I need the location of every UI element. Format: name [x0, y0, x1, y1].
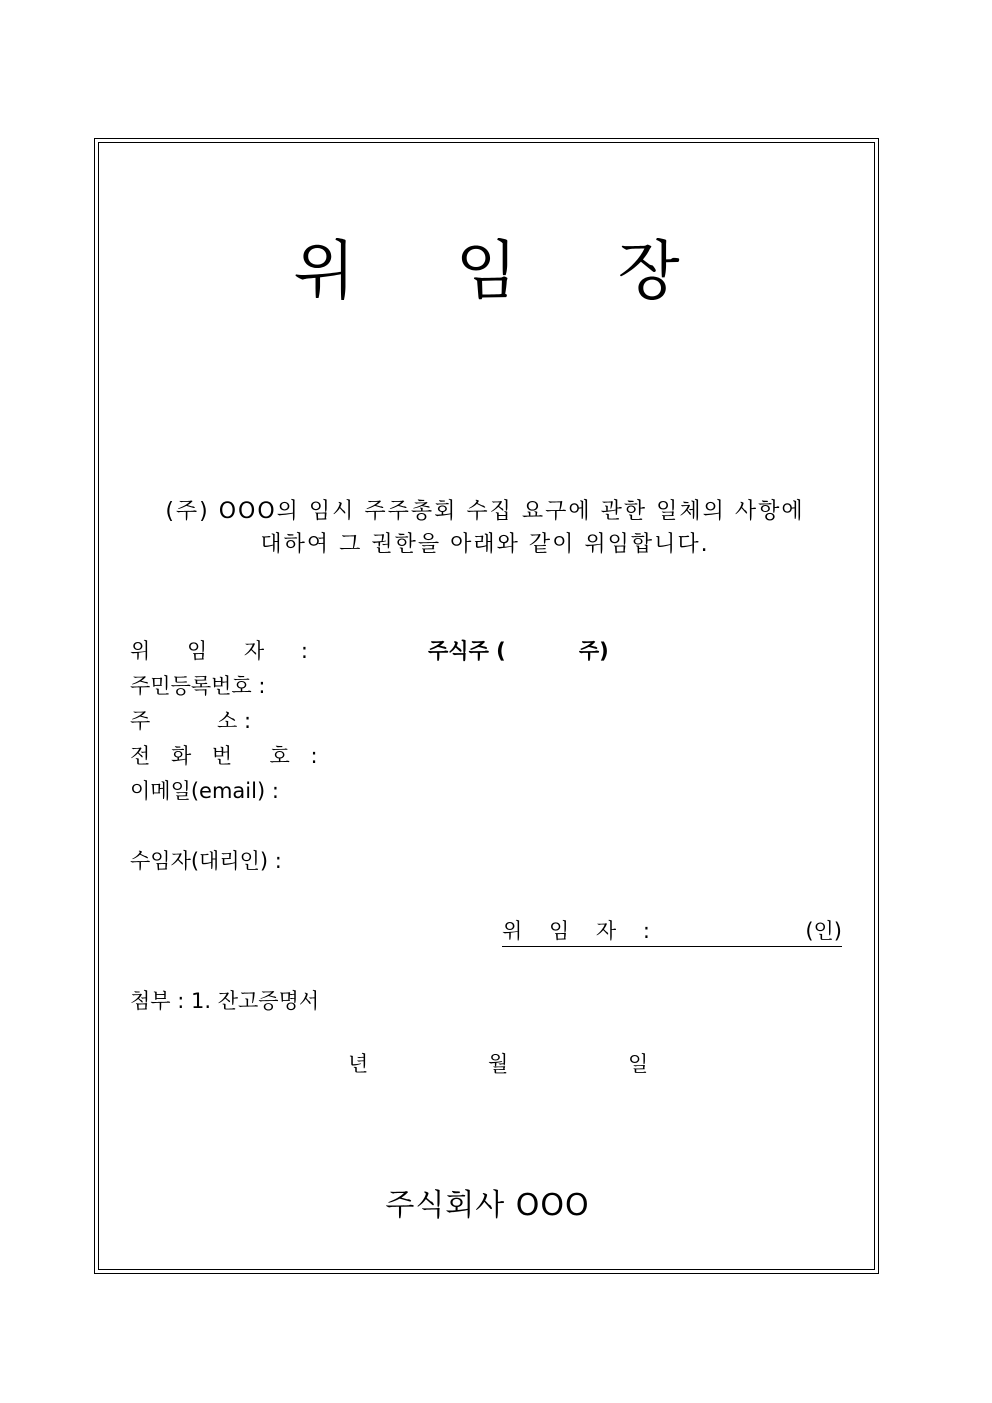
attachment-line: 첨부 : 1. 잔고증명서 [130, 989, 320, 1013]
date-day: 일 [628, 1052, 649, 1076]
resident-number-label: 주민등록번호 : [130, 674, 266, 698]
email-label: 이메일(email) : [130, 779, 279, 803]
shareholder-count: 주식주 ( 주) [428, 639, 609, 663]
address-label: 주 소 : [130, 709, 252, 733]
phone-label: 전 화 번 호 : [130, 744, 322, 768]
signature-label: 위 임 자 : [502, 919, 660, 943]
seal-mark: (인) [805, 919, 842, 943]
signature-line [502, 916, 842, 947]
document-title: 위 임 장 [293, 235, 720, 309]
intro-line-2: 대하여 그 권한을 아래와 같이 위임합니다. [260, 532, 710, 557]
company-name: 주식회사 OOO [385, 1188, 590, 1223]
date-month: 월 [488, 1052, 509, 1076]
intro-line-1: (주) OOO의 임시 주주총회 수집 요구에 관한 일체의 사항에 [165, 499, 805, 524]
delegatee-label: 수임자(대리인) : [130, 849, 282, 873]
date-year: 년 [348, 1052, 369, 1076]
delegator-label: 위 임 자 : [130, 639, 310, 663]
